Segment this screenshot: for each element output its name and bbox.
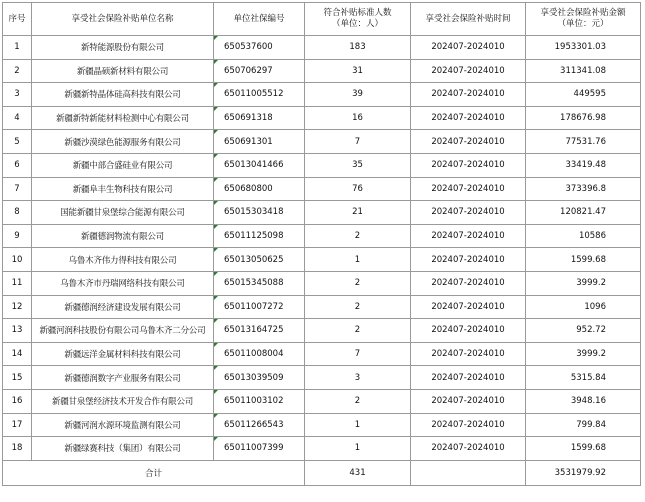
cell-social-security-code: 65013164725 xyxy=(214,319,305,343)
cell-unit-name: 新疆德润数字产业服务有限公司 xyxy=(32,366,214,390)
cell-seq: 12 xyxy=(3,295,32,319)
cell-unit-name: 国能新疆甘泉堡综合能源有限公司 xyxy=(32,201,214,225)
header-subsidy-amount-line1: 享受社会保险补贴金额 xyxy=(540,8,626,18)
header-subsidy-period: 享受社会保险补贴时间 xyxy=(411,3,526,36)
cell-subsidy-period: 202407-2024010 xyxy=(411,83,526,107)
cell-eligible-count: 31 xyxy=(305,59,411,83)
table-row xyxy=(3,366,641,390)
cell-subsidy-period: 202407-2024010 xyxy=(411,177,526,201)
cell-eligible-count: 7 xyxy=(305,130,411,154)
cell-subsidy-amount: 1096 xyxy=(526,295,641,319)
cell-subsidy-amount: 5315.84 xyxy=(526,366,641,390)
table-row xyxy=(3,36,641,60)
cell-social-security-code: 65011266543 xyxy=(214,413,305,437)
table-row xyxy=(3,248,641,272)
table-row xyxy=(3,389,641,413)
cell-social-security-code: 65011007272 xyxy=(214,295,305,319)
cell-seq: 17 xyxy=(3,413,32,437)
cell-subsidy-period: 202407-2024010 xyxy=(411,36,526,60)
cell-subsidy-period: 202407-2024010 xyxy=(411,224,526,248)
cell-seq: 2 xyxy=(3,59,32,83)
cell-subsidy-period: 202407-2024010 xyxy=(411,59,526,83)
table-row xyxy=(3,319,641,343)
table-row xyxy=(3,224,641,248)
header-eligible-count-line2: （单位：人） xyxy=(331,19,383,29)
header-seq: 序号 xyxy=(3,3,32,36)
cell-subsidy-period: 202407-2024010 xyxy=(411,106,526,130)
cell-eligible-count: 2 xyxy=(305,319,411,343)
cell-subsidy-period: 202407-2024010 xyxy=(411,153,526,177)
subsidy-table xyxy=(2,2,641,486)
cell-subsidy-amount: 449595 xyxy=(526,83,641,107)
cell-eligible-count: 35 xyxy=(305,153,411,177)
header-social-security-code: 单位社保编号 xyxy=(214,3,305,36)
cell-subsidy-period: 202407-2024010 xyxy=(411,130,526,154)
cell-seq: 10 xyxy=(3,248,32,272)
table-row xyxy=(3,413,641,437)
cell-social-security-code: 65013039509 xyxy=(214,366,305,390)
cell-seq: 6 xyxy=(3,153,32,177)
table-body xyxy=(3,36,641,461)
cell-eligible-count: 39 xyxy=(305,83,411,107)
cell-eligible-count: 16 xyxy=(305,106,411,130)
cell-seq: 13 xyxy=(3,319,32,343)
table-row xyxy=(3,106,641,130)
cell-subsidy-amount: 1599.68 xyxy=(526,248,641,272)
header-eligible-count xyxy=(305,3,411,36)
table-row xyxy=(3,201,641,225)
cell-subsidy-period: 202407-2024010 xyxy=(411,295,526,319)
cell-social-security-code: 650680800 xyxy=(214,177,305,201)
cell-social-security-code: 65011008004 xyxy=(214,342,305,366)
table-row xyxy=(3,83,641,107)
cell-unit-name: 新疆新特晶体硅高科技有限公司 xyxy=(32,83,214,107)
cell-subsidy-amount: 3999.2 xyxy=(526,342,641,366)
cell-seq: 5 xyxy=(3,130,32,154)
cell-eligible-count: 2 xyxy=(305,295,411,319)
cell-subsidy-amount: 33419.48 xyxy=(526,153,641,177)
table-row xyxy=(3,342,641,366)
cell-social-security-code: 65011003102 xyxy=(214,389,305,413)
cell-subsidy-amount: 178676.98 xyxy=(526,106,641,130)
cell-subsidy-amount: 10586 xyxy=(526,224,641,248)
cell-unit-name: 新疆阜丰生物科技有限公司 xyxy=(32,177,214,201)
cell-unit-name: 新疆新特新能材料检测中心有限公司 xyxy=(32,106,214,130)
table-row xyxy=(3,295,641,319)
cell-social-security-code: 65011005512 xyxy=(214,83,305,107)
total-amount: 3531979.92 xyxy=(526,460,641,485)
header-eligible-count-line1: 符合补贴标准人数 xyxy=(323,8,392,18)
table-row xyxy=(3,153,641,177)
cell-subsidy-period: 202407-2024010 xyxy=(411,271,526,295)
cell-eligible-count: 76 xyxy=(305,177,411,201)
cell-eligible-count: 1 xyxy=(305,437,411,461)
cell-unit-name: 新疆甘泉堡经济技术开发合作有限公司 xyxy=(32,389,214,413)
cell-social-security-code: 65015303418 xyxy=(214,201,305,225)
cell-unit-name: 乌鲁木齐市丹瑞网络科技有限公司 xyxy=(32,271,214,295)
table-row xyxy=(3,437,641,461)
cell-social-security-code: 650691301 xyxy=(214,130,305,154)
cell-eligible-count: 7 xyxy=(305,342,411,366)
table-row xyxy=(3,130,641,154)
cell-unit-name: 新疆沙漠绿色能源服务有限公司 xyxy=(32,130,214,154)
cell-social-security-code: 65015345088 xyxy=(214,271,305,295)
cell-eligible-count: 21 xyxy=(305,201,411,225)
cell-subsidy-period: 202407-2024010 xyxy=(411,201,526,225)
header-subsidy-amount-line2: （单位：元） xyxy=(557,19,609,29)
cell-eligible-count: 1 xyxy=(305,248,411,272)
cell-seq: 16 xyxy=(3,389,32,413)
cell-unit-name: 新疆中部合盛硅业有限公司 xyxy=(32,153,214,177)
total-label: 合计 xyxy=(3,460,305,485)
cell-seq: 9 xyxy=(3,224,32,248)
cell-subsidy-amount: 799.84 xyxy=(526,413,641,437)
table-footer xyxy=(3,460,641,485)
table-row xyxy=(3,177,641,201)
cell-subsidy-amount: 1599.68 xyxy=(526,437,641,461)
cell-social-security-code: 650691318 xyxy=(214,106,305,130)
cell-seq: 14 xyxy=(3,342,32,366)
cell-seq: 7 xyxy=(3,177,32,201)
cell-social-security-code: 65013050625 xyxy=(214,248,305,272)
cell-subsidy-amount: 373396.8 xyxy=(526,177,641,201)
header-row xyxy=(3,3,641,36)
cell-unit-name: 乌鲁木齐伟力得科技有限公司 xyxy=(32,248,214,272)
cell-subsidy-period: 202407-2024010 xyxy=(411,248,526,272)
cell-seq: 18 xyxy=(3,437,32,461)
cell-subsidy-amount: 1953301.03 xyxy=(526,36,641,60)
cell-social-security-code: 65013041466 xyxy=(214,153,305,177)
table-row xyxy=(3,271,641,295)
cell-seq: 3 xyxy=(3,83,32,107)
table-header xyxy=(3,3,641,36)
cell-unit-name: 新疆河润科技股份有限公司乌鲁木齐二分公司 xyxy=(32,319,214,343)
cell-unit-name: 新疆河润水源环境监测有限公司 xyxy=(32,413,214,437)
cell-seq: 8 xyxy=(3,201,32,225)
cell-subsidy-period: 202407-2024010 xyxy=(411,437,526,461)
total-period-empty xyxy=(411,460,526,485)
cell-eligible-count: 183 xyxy=(305,36,411,60)
cell-subsidy-amount: 3999.2 xyxy=(526,271,641,295)
cell-subsidy-amount: 120821.47 xyxy=(526,201,641,225)
cell-unit-name: 新疆远洋金属材料科技有限公司 xyxy=(32,342,214,366)
header-unit-name: 享受社会保险补贴单位名称 xyxy=(32,3,214,36)
cell-seq: 11 xyxy=(3,271,32,295)
cell-subsidy-amount: 3948.16 xyxy=(526,389,641,413)
cell-unit-name: 新疆绿赛科技（集团）有限公司 xyxy=(32,437,214,461)
cell-social-security-code: 65011125098 xyxy=(214,224,305,248)
cell-eligible-count: 2 xyxy=(305,224,411,248)
cell-unit-name: 新疆德润经济建设发展有限公司 xyxy=(32,295,214,319)
cell-unit-name: 新疆德润物流有限公司 xyxy=(32,224,214,248)
total-count: 431 xyxy=(305,460,411,485)
cell-subsidy-period: 202407-2024010 xyxy=(411,413,526,437)
table-row xyxy=(3,59,641,83)
cell-seq: 4 xyxy=(3,106,32,130)
cell-subsidy-amount: 311341.08 xyxy=(526,59,641,83)
cell-seq: 15 xyxy=(3,366,32,390)
cell-seq: 1 xyxy=(3,36,32,60)
cell-subsidy-period: 202407-2024010 xyxy=(411,319,526,343)
cell-unit-name: 新疆晶硕新材料有限公司 xyxy=(32,59,214,83)
cell-eligible-count: 1 xyxy=(305,413,411,437)
cell-subsidy-amount: 77531.76 xyxy=(526,130,641,154)
total-row xyxy=(3,460,641,485)
cell-eligible-count: 2 xyxy=(305,389,411,413)
cell-eligible-count: 2 xyxy=(305,271,411,295)
cell-subsidy-amount: 952.72 xyxy=(526,319,641,343)
cell-social-security-code: 650706297 xyxy=(214,59,305,83)
cell-subsidy-period: 202407-2024010 xyxy=(411,389,526,413)
cell-eligible-count: 3 xyxy=(305,366,411,390)
header-subsidy-amount xyxy=(526,3,641,36)
cell-subsidy-period: 202407-2024010 xyxy=(411,366,526,390)
cell-social-security-code: 650537600 xyxy=(214,36,305,60)
cell-subsidy-period: 202407-2024010 xyxy=(411,342,526,366)
cell-social-security-code: 65011007399 xyxy=(214,437,305,461)
cell-unit-name: 新特能源股份有限公司 xyxy=(32,36,214,60)
